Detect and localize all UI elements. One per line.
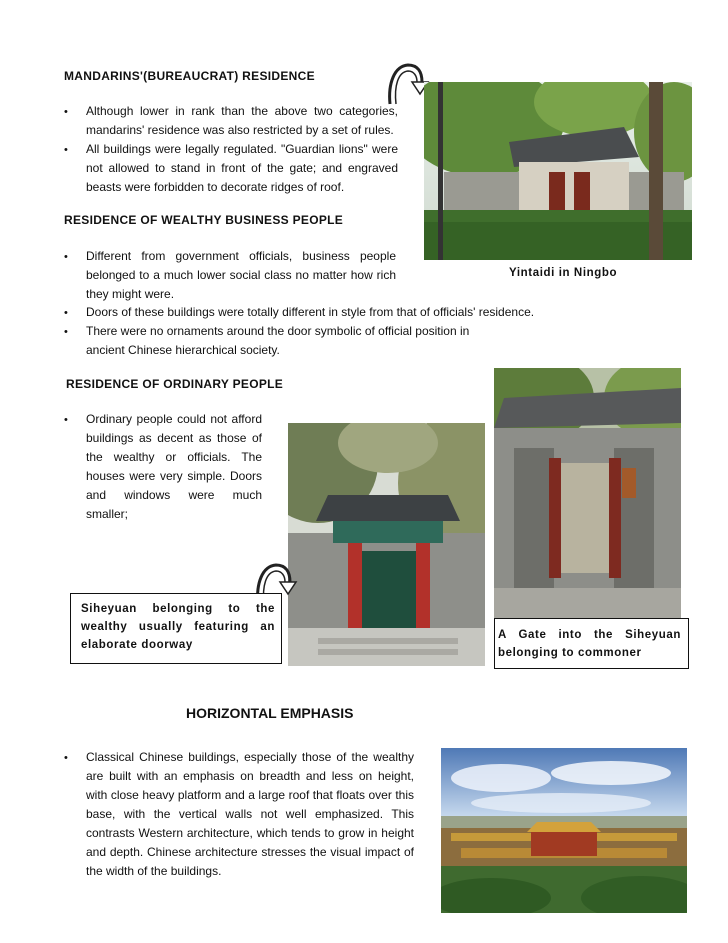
heading-horizontal-emphasis: HORIZONTAL EMPHASIS: [186, 705, 354, 721]
photo-forbidden-city: [441, 748, 687, 913]
bullet-icon: •: [64, 752, 68, 764]
bullet-text: All buildings were legally regulated. "Guardian lions" were not allowed to stand in front of the gate; and engraved beasts were forbidden to decorate ridges of roof.: [86, 142, 398, 194]
heading-ordinary: RESIDENCE OF ORDINARY PEOPLE: [66, 377, 284, 391]
photo-yintaidi: [424, 82, 692, 260]
bullet-text: Although lower in rank than the above two categories, mandarins' residence was also restricted by a set of rules.: [86, 104, 398, 137]
bullet-icon: •: [64, 144, 68, 156]
bullet-text: Doors of these buildings were totally different in style from that of officials' residence.: [86, 305, 535, 319]
photo-siheyuan-wealthy: [288, 423, 485, 666]
bullet-icon: •: [64, 414, 68, 426]
caption-siheyuan-wealthy: Siheyuan belonging to the wealthy usually featuring an elaborate doorway: [81, 603, 275, 651]
heading-mandarins: MANDARINS'(BUREAUCRAT) RESIDENCE: [64, 69, 315, 83]
bullet-icon: •: [64, 251, 68, 263]
bullet-text: Different from government officials, business people belonged to a much lower social class no matter how rich they might were.: [86, 249, 396, 301]
bullet-icon: •: [64, 106, 68, 118]
bullet-text: Ordinary people could not afford buildings as decent as those of the wealthy or officials. The houses were very simple. Doors and windows were much smaller;: [86, 412, 262, 521]
caption-yintaidi: Yintaidi in Ningbo: [509, 267, 618, 279]
heading-wealthy-business: RESIDENCE OF WEALTHY BUSINESS PEOPLE: [64, 213, 344, 227]
caption-siheyuan-commoner: A Gate into the Siheyuan belonging to commoner: [498, 629, 681, 659]
photo-siheyuan-commoner: [494, 368, 681, 618]
bullet-text: Classical Chinese buildings, especially those of the wealthy are built with an emphasis on breadth and less on height, with close heavy platform and a large roof that floats over this base, with the vertical walls not well emphasized. This contrasts Western architecture, which tends to grow in height and depth. Chinese architecture stresses the visual impact of the width of the buildings.: [86, 750, 414, 878]
bullet-icon: •: [64, 307, 68, 319]
bullet-text: There were no ornaments around the door symbolic of official position in ancient Chinese hierarchical society.: [86, 324, 470, 357]
bullet-icon: •: [64, 326, 68, 338]
